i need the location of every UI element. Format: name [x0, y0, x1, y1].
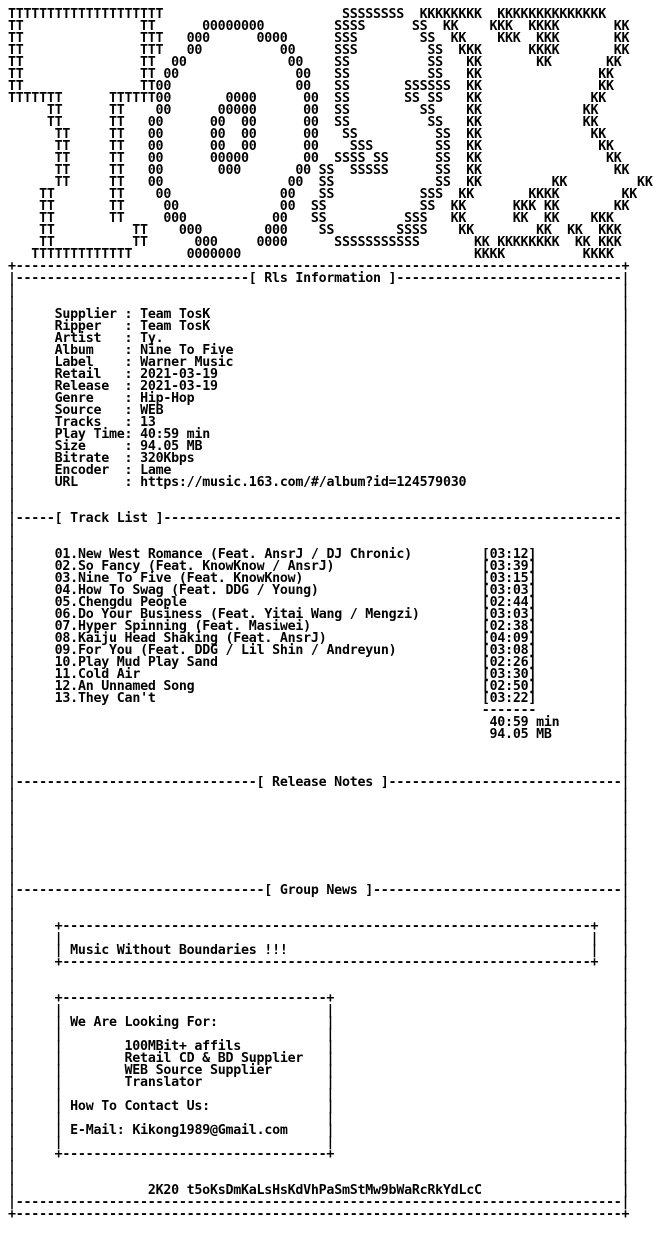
looking-for-item: | | Translator | |	[8, 1075, 630, 1090]
track-title: For You (Feat. DDG / Lil Shin / Andreyun)	[77, 643, 397, 658]
info-value: Hip-Hop	[140, 391, 195, 406]
track-row: | 01.New West Romance (Feat. AnsrJ / DJ Chronic) [03:12] |	[8, 547, 630, 562]
logo-art-text: TT TT 00 00 SS SSS KK KKKK KK	[8, 187, 638, 202]
blank-line: | |	[8, 535, 630, 550]
blank-line: | |	[8, 787, 630, 802]
info-box-blank: | | | |	[8, 1027, 630, 1042]
track-duration: [03:30]	[481, 667, 537, 682]
top-border: +------------------------------------------------------------------------------+	[8, 259, 630, 274]
track-number: 01	[54, 547, 71, 562]
info-row: | Tracks : 13 |	[8, 415, 630, 430]
info-box-blank: | | | |	[8, 1087, 630, 1102]
track-duration: [03:03]	[481, 583, 537, 598]
blank-line: | |	[8, 895, 630, 910]
section-title: Group News	[279, 883, 358, 898]
logo-art-text: TT TT 00 00000 00 SS SS KK KK	[8, 103, 599, 118]
info-value: 320Kbps	[140, 451, 195, 466]
info-row: | Genre : Hip-Hop |	[8, 391, 630, 406]
track-title: New West Romance (Feat. AnsrJ / DJ Chronic)	[77, 547, 412, 562]
info-label: URL	[54, 475, 125, 490]
looking-for-item-text: WEB Source Supplier	[124, 1063, 273, 1078]
track-title: They Can't	[77, 691, 156, 706]
track-title: Do Your Business (Feat. Yitai Wang / Mengzi)	[77, 607, 420, 622]
contact-title: How To Contact Us:	[70, 1099, 210, 1114]
track-row: | 10.Play Mud Play Sand [02:26] |	[8, 655, 630, 670]
total-divider: | ------- |	[8, 703, 630, 718]
logo-art-text: TT TT 00 00 00 00 SS SS KK KK	[8, 127, 606, 142]
footer-text: 2K20 t5oKsDmKaLsHsKdVhPaSmStMw9bWaRcRkYdLcC	[147, 1183, 482, 1198]
track-row: | 13.They Can't [03:22] |	[8, 691, 630, 706]
motto-text: Music Without Boundaries !!!	[70, 943, 288, 958]
blank-line: | |	[8, 1171, 630, 1186]
logo-art-text: TT TT 00 000 00 SS SSSSS SS KK KK	[8, 163, 630, 178]
blank-line: | |	[8, 295, 630, 310]
track-number: 08	[54, 631, 71, 646]
info-box-top: | +----------------------------------+ |	[8, 991, 630, 1006]
logo-art-text: TT TT 00 00 SS SS KK KK KK	[8, 55, 622, 70]
email-label: E-Mail:	[70, 1123, 125, 1138]
footer-row: | 2K20 t5oKsDmKaLsHsKdVhPaSmStMw9bWaRcRkYdLcC |	[8, 1183, 630, 1198]
track-number: 04	[54, 583, 71, 598]
track-duration: [02:44]	[481, 595, 537, 610]
track-number: 02	[54, 559, 71, 574]
track-duration: [04:09]	[481, 631, 537, 646]
track-number: 05	[54, 595, 71, 610]
blank-line: | |	[8, 499, 630, 514]
blank-line: | |	[8, 739, 630, 754]
track-row: | 05.Chengdu People [02:44] |	[8, 595, 630, 610]
email-row: | | E-Mail: Kikong1989@Gmail.com | |	[8, 1123, 630, 1138]
track-row: | 04.How To Swag (Feat. DDG / Young) [03:03] |	[8, 583, 630, 598]
total-size: 94.05 MB	[489, 727, 552, 742]
contact-title-row: | | How To Contact Us: | |	[8, 1099, 630, 1114]
total-time: 40:59 min	[489, 715, 560, 730]
blank-line: | |	[8, 1159, 630, 1174]
looking-for-item-text: Translator	[124, 1075, 203, 1090]
info-label: Release	[54, 379, 125, 394]
looking-for-item-text: Retail CD & BD Supplier	[124, 1051, 304, 1066]
info-value: Team TosK	[140, 307, 210, 322]
blank-line: | |	[8, 859, 630, 874]
track-duration: [03:03]	[481, 607, 537, 622]
info-label: Supplier	[54, 307, 125, 322]
info-label: Label	[54, 355, 125, 370]
info-label: Tracks	[54, 415, 125, 430]
track-title: Nine To Five (Feat. KnowKnow)	[77, 571, 304, 586]
track-duration: [03:12]	[481, 547, 537, 562]
track-number: 07	[54, 619, 71, 634]
info-row: | Album : Nine To Five |	[8, 343, 630, 358]
section-header: |-----[ Track List ]-----------------------------------------------------------|	[8, 511, 630, 526]
logo-art-text: TT TT 00 00000 00 SSSS SS SS KK KK	[8, 151, 622, 166]
info-value: 94.05 MB	[140, 439, 203, 454]
motto-row: | | Music Without Boundaries !!! | |	[8, 943, 630, 958]
track-number: 03	[54, 571, 71, 586]
logo-art-text: TT TT 00 00 00 00 SS SS KK KK	[8, 115, 599, 130]
info-label: Bitrate	[54, 451, 125, 466]
section-header: |--------------------------------[ Group News ]--------------------------------|	[8, 883, 630, 898]
logo-art-text: TT TT 00 00 00 00 SSS SS KK KK	[8, 139, 614, 154]
logo-art-text: TT TT 000 000 SS SSSS KK KK KK KKK	[8, 223, 622, 238]
info-label: Size	[54, 439, 125, 454]
info-label: Encoder	[54, 463, 125, 478]
info-label: Source	[54, 403, 125, 418]
info-row: | Supplier : Team TosK |	[8, 307, 630, 322]
looking-for-item: | | WEB Source Supplier | |	[8, 1063, 630, 1078]
track-duration: [02:26]	[481, 655, 537, 670]
logo-art-text: TTTTTTTTTTTTT 0000000 KKKK KKKK	[8, 247, 614, 262]
logo-art-text: TT TTT 00 00 SSS SS KKK KKKK KK	[8, 43, 630, 58]
section-header: |-------------------------------[ Release Notes ]------------------------------|	[8, 775, 630, 790]
track-title: Cold Air	[77, 667, 141, 682]
track-row: | 12.An Unnamed Song [02:50] |	[8, 679, 630, 694]
track-number: 12	[54, 679, 71, 694]
info-row: | Artist : Ty. |	[8, 331, 630, 346]
bottom-border: +------------------------------------------------------------------------------+	[8, 1207, 630, 1222]
track-row: | 07.Hyper Spinning (Feat. Masiwei) [02:38] |	[8, 619, 630, 634]
blank-line: | |	[8, 907, 630, 922]
info-box-blank: | | | |	[8, 1135, 630, 1150]
track-number: 13	[54, 691, 71, 706]
logo-art-text: TTTTTTT TTTTTT00 0000 00 SS SS SS KK KK	[8, 91, 606, 106]
nfo-document	[8, 9, 653, 1221]
logo-art-text: TT TT00 00 SS SSSSSS KK KK	[8, 79, 614, 94]
info-row: | URL : https://music.163.com/#/album?id=124579030 |	[8, 475, 630, 490]
info-value: Nine To Five	[140, 343, 234, 358]
track-duration: [03:15]	[481, 571, 537, 586]
track-number: 11	[54, 667, 71, 682]
motto-box-top: | +--------------------------------------------------------------------+ |	[8, 919, 630, 934]
section-title: Track List	[70, 511, 148, 526]
track-duration: [03:08]	[481, 643, 537, 658]
info-row: | Bitrate : 320Kbps |	[8, 451, 630, 466]
info-value: Lame	[140, 463, 172, 478]
track-number: 10	[54, 655, 71, 670]
info-value: Ty.	[140, 331, 164, 346]
info-label: Genre	[54, 391, 125, 406]
section-title: Rls Information	[264, 271, 381, 286]
email-address: Kikong1989@Gmail.com	[132, 1123, 288, 1138]
info-value: 13	[140, 415, 156, 430]
track-duration: [02:50]	[481, 679, 537, 694]
info-value: 2021-03-19	[140, 379, 218, 394]
info-row: | Play Time: 40:59 min |	[8, 427, 630, 442]
track-title: Kaiju Head Shaking (Feat. AnsrJ)	[77, 631, 327, 646]
blank-line: | |	[8, 799, 630, 814]
track-title: Chengdu People	[77, 595, 187, 610]
track-title: Play Mud Play Sand	[77, 655, 218, 670]
info-row: | Label : Warner Music |	[8, 355, 630, 370]
info-value: Warner Music	[140, 355, 234, 370]
total-time-row: | 40:59 min |	[8, 715, 630, 730]
logo-art-text: TT TTT 000 0000 SSS SS KK KKK KKK KK	[8, 31, 630, 46]
blank-line: | |	[8, 823, 630, 838]
blank-line: | |	[8, 811, 630, 826]
looking-for-item: | | Retail CD & BD Supplier | |	[8, 1051, 630, 1066]
track-duration: [03:22]	[481, 691, 537, 706]
motto-box-bottom: | +--------------------------------------------------------------------+ |	[8, 955, 630, 970]
logo-art-text: TT TT 00 00 SS SS KK KK	[8, 67, 614, 82]
track-title: Hyper Spinning (Feat. Masiwei)	[77, 619, 311, 634]
motto-box-blank: | | | |	[8, 931, 630, 946]
info-value: WEB	[140, 403, 164, 418]
info-label: Play Time	[54, 427, 125, 442]
track-row: | 09.For You (Feat. DDG / Lil Shin / Andreyun) [03:08] |	[8, 643, 630, 658]
looking-for-title-row: | | We Are Looking For: | |	[8, 1015, 630, 1030]
track-title: An Unnamed Song	[77, 679, 195, 694]
blank-line: | |	[8, 283, 630, 298]
track-row: | 02.So Fancy (Feat. KnowKnow / AnsrJ) [03:39] |	[8, 559, 630, 574]
info-row: | Retail : 2021-03-19 |	[8, 367, 630, 382]
logo-art-text: TT TT 000 00 SS SSS KK KK KK KKK	[8, 211, 614, 226]
info-box-bottom: | +----------------------------------+ |	[8, 1147, 630, 1162]
info-row: | Release : 2021-03-19 |	[8, 379, 630, 394]
blank-line: | |	[8, 979, 630, 994]
track-row: | 06.Do Your Business (Feat. Yitai Wang / Mengzi) [03:03] |	[8, 607, 630, 622]
looking-for-item-text: 100MBit+ affils	[124, 1039, 242, 1054]
track-row: | 11.Cold Air [03:30] |	[8, 667, 630, 682]
track-duration: [02:38]	[481, 619, 537, 634]
track-row: | 08.Kaiju Head Shaking (Feat. AnsrJ) [04:09] |	[8, 631, 630, 646]
blank-line: | |	[8, 763, 630, 778]
track-title: How To Swag (Feat. DDG / Young)	[77, 583, 319, 598]
logo-art-text: TT TT 00 00 SS SS KK KK KK	[8, 175, 653, 190]
info-label: Retail	[54, 367, 125, 382]
section-title: Release Notes	[272, 775, 374, 790]
logo-art-text: TT TT 00 00 SS SS KK KKK KK KK	[8, 199, 630, 214]
blank-line: | |	[8, 523, 630, 538]
info-row: | Ripper : Team TosK |	[8, 319, 630, 334]
info-row: | Size : 94.05 MB |	[8, 439, 630, 454]
logo-art-text: TTTTTTTTTTTTTTTTTTTT SSSSSSSS KKKKKKKK KKKKKKKKKKKKKK	[8, 7, 606, 22]
logo-art-text: TT TT 00000000 SSSS SS KK KKK KKKK KK	[8, 19, 630, 34]
looking-for-title: We Are Looking For:	[70, 1015, 218, 1030]
footer-divider: |------------------------------------------------------------------------------|	[8, 1195, 630, 1210]
track-title: So Fancy (Feat. KnowKnow / AnsrJ)	[77, 559, 335, 574]
section-header: |------------------------------[ Rls Information ]-----------------------------|	[8, 271, 630, 286]
info-value: https://music.163.com/#/album?id=124579030	[140, 475, 467, 490]
info-row: | Encoder : Lame |	[8, 463, 630, 478]
blank-line: | |	[8, 487, 630, 502]
track-number: 09	[54, 643, 71, 658]
total-size-row: | 94.05 MB |	[8, 727, 630, 742]
looking-for-item: | | 100MBit+ affils | |	[8, 1039, 630, 1054]
info-value: 40:59 min	[140, 427, 210, 442]
info-label: Artist	[54, 331, 125, 346]
info-box-blank: | | | |	[8, 1111, 630, 1126]
blank-line: | |	[8, 967, 630, 982]
logo-art-text: TT TT 000 0000 SSSSSSSSSSS KK KKKKKKKK KK KKK	[8, 235, 622, 250]
info-value: 2021-03-19	[140, 367, 218, 382]
info-label: Album	[54, 343, 125, 358]
info-box-blank: | | | |	[8, 1003, 630, 1018]
blank-line: | |	[8, 835, 630, 850]
blank-line: | |	[8, 751, 630, 766]
track-row: | 03.Nine To Five (Feat. KnowKnow) [03:15] |	[8, 571, 630, 586]
info-row: | Source : WEB |	[8, 403, 630, 418]
info-value: Team TosK	[140, 319, 210, 334]
track-number: 06	[54, 607, 71, 622]
info-label: Ripper	[54, 319, 125, 334]
blank-line: | |	[8, 847, 630, 862]
blank-line: | |	[8, 871, 630, 886]
track-duration: [03:39]	[481, 559, 537, 574]
